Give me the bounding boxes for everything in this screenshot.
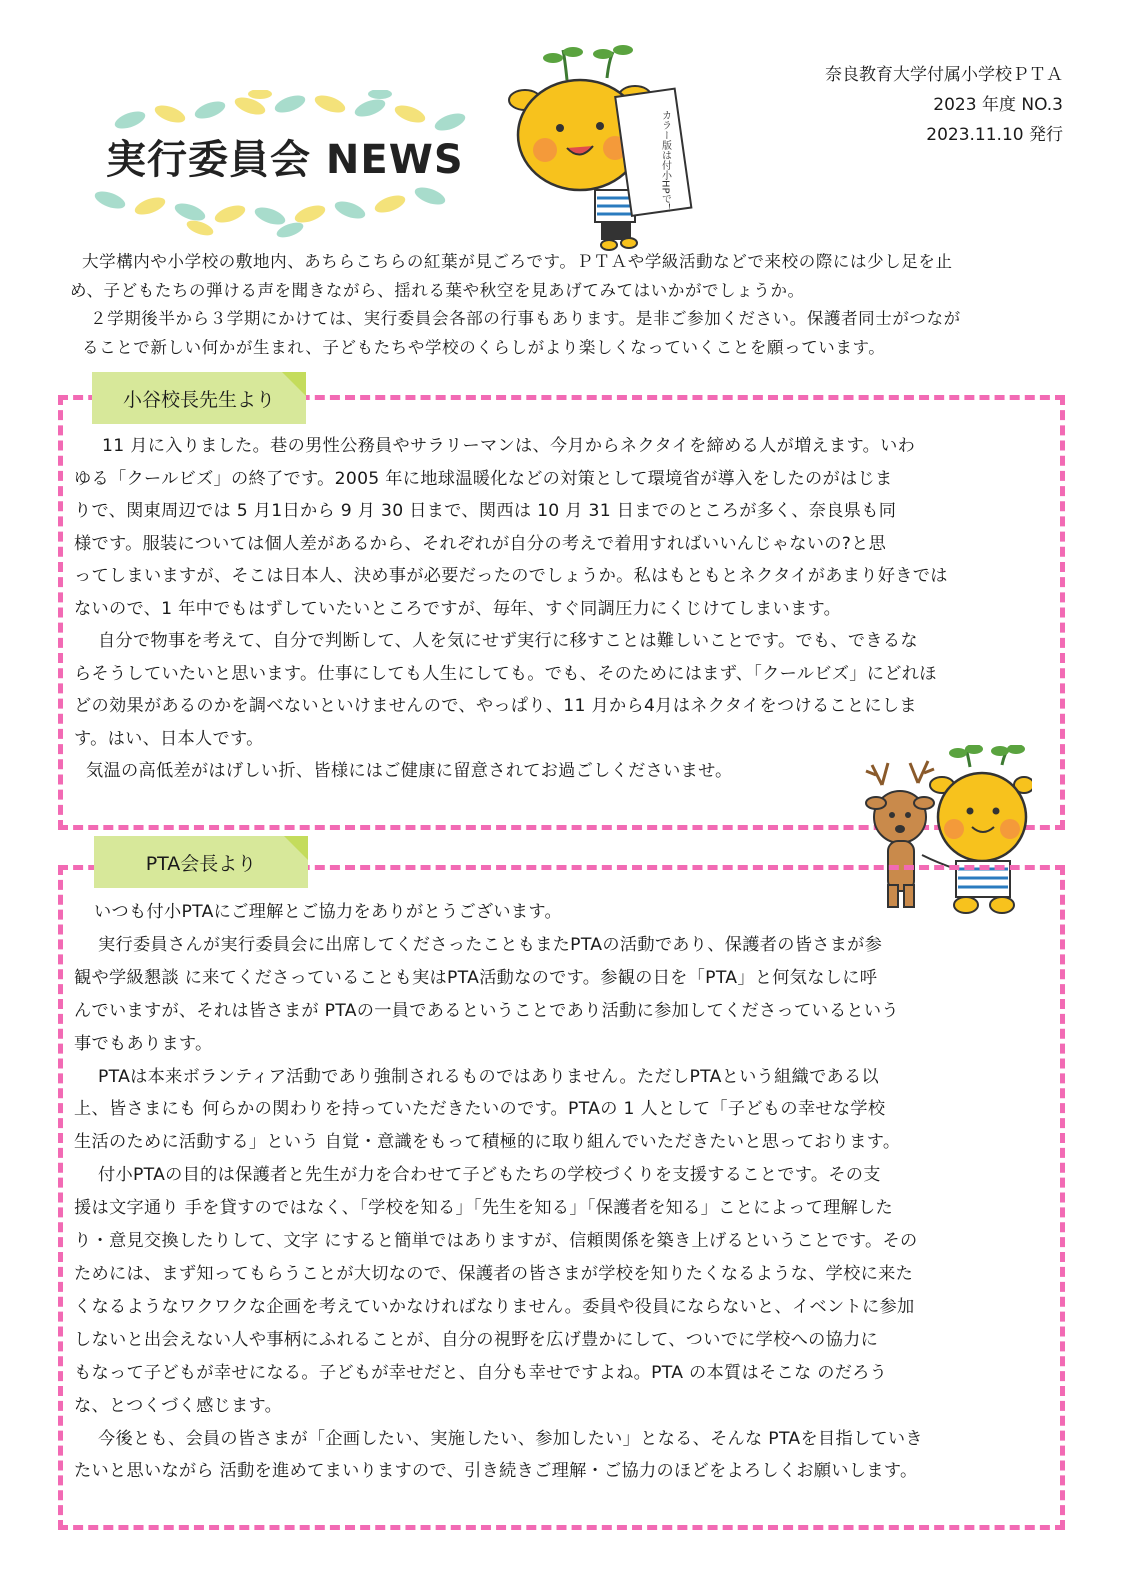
principal-heading (92, 372, 306, 424)
president-line: 実行委員さんが実行委員会に出席してくださったこともまたPTAの活動であり、保護者の皆さまが参 (98, 934, 883, 955)
president-line: もなって子どもが幸せになる。子どもが幸せだと、自分も幸せですよね。PTA の本質はそこな のだろう (74, 1362, 888, 1383)
president-message (74, 896, 923, 1488)
issue-date: 2023.11.10 発行 (926, 125, 1063, 145)
principal-line: ってしまいますが、そこは日本人、決め事が必要だったのでしょうか。私はもともとネクタイがあまり好きでは (74, 566, 948, 586)
principal-line: 11 月に入りました。巷の男性公務員やサラリーマンは、今月からネクタイを締める人が増えます。いわ (102, 436, 916, 456)
president-line: 観や学級懇談 に来てくださっていることも実はPTA活動なのです。参観の日を「PTA」と何気なしに呼 (74, 967, 878, 988)
president-line: な、とつくづく感じます。 (74, 1395, 283, 1416)
tab-corner (284, 836, 308, 860)
principal-line: どの効果があるのかを調べないといけませんので、やっぱり、11 月から4月はネクタイをつけることにしま (74, 696, 917, 716)
president-heading (94, 836, 308, 888)
issue-number: 2023 年度 NO.3 (933, 95, 1063, 115)
president-heading-text: PTA会長より (145, 852, 257, 875)
president-line: り・意見交換したりして、文字 にすると簡単ではありますが、信頼関係を築き上げるということです。その (74, 1231, 918, 1252)
principal-line: ないので、1 年中でもはずしていたいところですが、毎年、すぐ同調圧力にくじけてしまいます。 (74, 598, 842, 619)
principal-message (74, 430, 948, 788)
intro-line: め、子どもたちの弾ける声を聞きながら、揺れる葉や秋空を見あげてみてはいかがでしょうか。 (70, 280, 805, 300)
sign-text: カラー版は付小HPで！ (659, 110, 671, 214)
issue-info (825, 60, 1063, 150)
principal-line: す。はい、日本人です。 (74, 728, 264, 749)
president-line: 付小PTAの目的は保護者と先生が力を合わせて子どもたちの学校づくりを支援することです。その支 (98, 1165, 881, 1186)
president-line: ためには、まず知ってもらうことが大切なので、保護者の皆さまが学校を知りたくなるような、学校に来た (74, 1263, 914, 1284)
principal-line: らそうしていたいと思います。仕事にしても人生にしても。でも、そのためにはまず、「クールビズ」にどれほ (74, 663, 937, 684)
principal-line: 自分で物事を考えて、自分で判断して、人を気にせず実行に移すことは難しいことです。でも、できるな (98, 631, 918, 651)
mascot-icon (505, 40, 705, 255)
president-line: いつも付小PTAにご理解とご協力をありがとうございます。 (94, 902, 562, 922)
intro-line: ２学期後半から３学期にかけては、実行委員会各部の行事もあります。是非ご参加ください。保護者同士がつなが (90, 309, 961, 328)
president-line: 上、皆さまにも 何らかの関わりを持っていただきたいのです。PTAの 1 人として「子どもの幸せな学校 (74, 1099, 886, 1120)
page-title: 実行委員会 NEWS (106, 137, 464, 183)
president-line: 今後とも、会員の皆さまが「企画したい、実施したい、参加したい」となる、そんな PTAを目指していき (98, 1428, 923, 1449)
president-line: んでいますが、それは皆さまが PTAの一員であるということであり活動に参加してくださっているという (74, 1000, 899, 1021)
president-line: 援は文字通り 手を貸すのではなく、「学校を知る」「先生を知る」「保護者を知る」ことによって理解した (74, 1198, 894, 1219)
president-line: 事でもあります。 (74, 1033, 213, 1054)
tab-corner (282, 372, 306, 396)
president-line: たいと思いながら 活動を進めてまいりますので、引き続きご理解・ご協力のほどをよろしくお願いします。 (74, 1461, 918, 1482)
president-line: 生活のために活動する」という 自覚・意識をもって積極的に取り組んでいただきたいと思っております。 (74, 1132, 901, 1153)
intro-paragraph (70, 248, 961, 362)
president-line: くなるようなワクワクな企画を考えていかなければなりません。委員や役員にならないと、イベントに参加 (74, 1296, 915, 1317)
intro-line: 大学構内や小学校の敷地内、あちらこちらの紅葉が見ごろです。ＰＴＡや学級活動などで来校の際には少し足を止 (82, 252, 953, 271)
principal-line: 気温の高低差がはげしい折、皆様にはご健康に留意されてお過ごしくださいませ。 (86, 761, 733, 781)
principal-line: りで、関東周辺では 5 月1日から 9 月 30 日まで、関西は 10 月 31 日までのところが多く、奈良県も同 (74, 501, 897, 521)
president-line: PTAは本来ボランティア活動であり強制されるものではありません。ただしPTAという組織である以 (98, 1066, 880, 1087)
intro-line: ることで新しい何かが生まれ、子どもたちや学校のくらしがより楽しくなっていくことを願っています。 (82, 337, 886, 357)
mascot-illustration (505, 40, 705, 255)
organization-name: 奈良教育大学付属小学校ＰＴＡ (825, 65, 1063, 85)
principal-line: 様です。服装については個人差があるから、それぞれが自分の考えで着用すればいいんじゃないの?と思 (74, 533, 887, 554)
principal-heading-text: 小谷校長先生より (122, 388, 275, 411)
president-line: しないと出会えない人や事柄にふれることが、自分の視野を広げ豊かにして、ついでに学校への協力に (74, 1329, 879, 1350)
principal-line: ゆる「クールビズ」の終了です。2005 年に地球温暖化などの対策として環境省が導入をしたのがはじま (74, 468, 893, 489)
